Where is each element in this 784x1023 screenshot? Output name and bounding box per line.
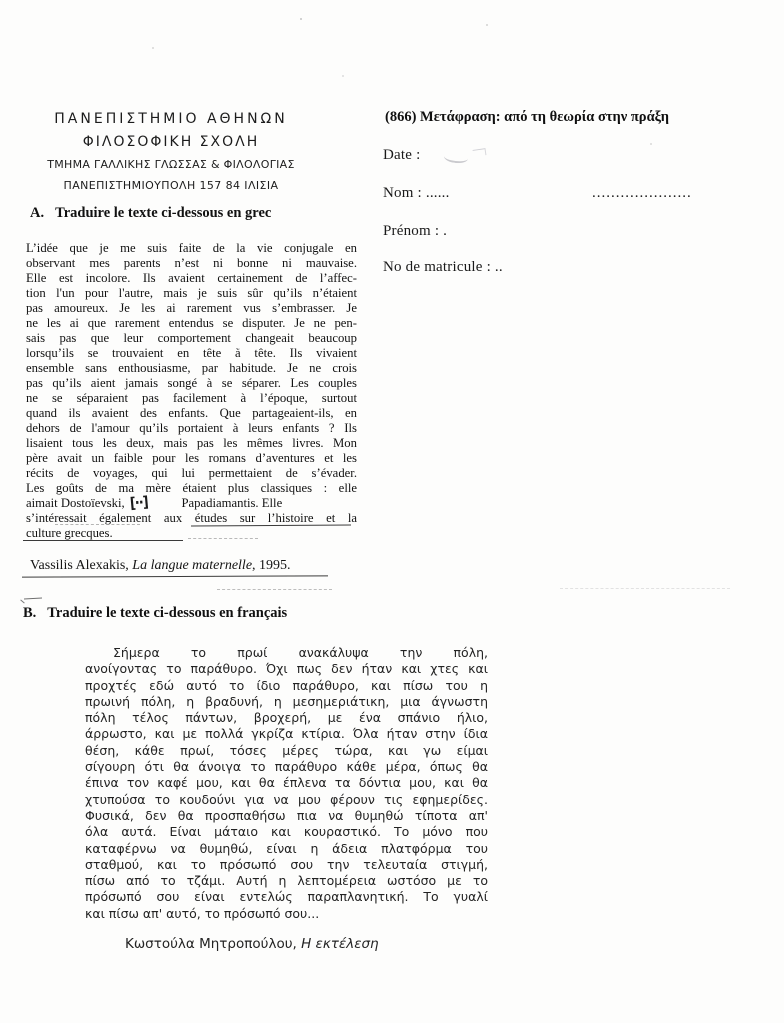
hand-mark-dash bbox=[24, 598, 42, 600]
source-citation-french bbox=[30, 558, 291, 574]
hand-underline-dashed bbox=[55, 524, 140, 525]
text-line: s’intéressait également aux études sur l’histoire et la bbox=[26, 511, 357, 525]
text-segment: Papadiamantis. Elle bbox=[181, 496, 283, 510]
citation-work-title: Η εκτέλεση bbox=[301, 936, 379, 952]
text-line: ensemble sans enthousiasme, par habitude. Je ne crois bbox=[26, 361, 357, 375]
matricule-field-label: No de matricule : .. bbox=[383, 259, 503, 275]
section-b-instruction: Traduire le texte ci-dessous en français bbox=[47, 605, 288, 621]
text-line bbox=[26, 496, 357, 511]
date-handwriting-smudge bbox=[473, 148, 487, 157]
hand-mark-tick bbox=[20, 600, 24, 604]
text-line: πίσω από το τζάμι. Αυτή η λεπτομέρεια ωστόσο με το bbox=[85, 873, 488, 889]
text-line: χτυπούσα το κουδούνι για να μου φέρουν τις εφημερίδες. bbox=[85, 791, 488, 807]
text-line: dehors de l'amour qu’ils portaient à leurs enfants ? Ils bbox=[26, 421, 357, 435]
text-line: L’idée que je me suis faite de la vie conjugale en bbox=[26, 241, 357, 255]
citation-work-title: La langue maternelle bbox=[132, 558, 253, 573]
exam-code-title: (866) Μετάφραση: από τη θεωρία στην πράξη bbox=[385, 109, 670, 125]
text-line: θέση, κάθε πρωί, τόσες μέρες τώρα, και γω είμαι bbox=[85, 742, 488, 758]
citation-year: , 1995. bbox=[252, 558, 291, 573]
university-name: ΠΑΝΕΠΙΣΤΗΜΙΟ ΑΘΗΝΩΝ bbox=[54, 111, 288, 127]
french-passage bbox=[26, 241, 357, 541]
section-a-instruction: Traduire le texte ci-dessous en grec bbox=[55, 205, 272, 221]
text-line: ανοίγοντας το παράθυρο. Όχι πως δεν ήταν και χτες και bbox=[85, 661, 488, 677]
text-line: quand ils avaient des enfants. Que partageaient-ils, en bbox=[26, 406, 357, 420]
text-line: άρρωστο, και με πολλά γκρίζα κτίρια. Όλα ήταν στην ίδια bbox=[85, 726, 488, 742]
text-line: récits de voyages, qui lui permettaient de s’évader. bbox=[26, 466, 357, 480]
hand-underline bbox=[22, 575, 328, 577]
hand-underline-dashed bbox=[217, 589, 332, 590]
section-b-label: B. bbox=[23, 605, 37, 621]
handwritten-censor-mark: [··] bbox=[128, 494, 149, 513]
text-line: ne les ai que rarement entendus se disputer. Je ne pen- bbox=[26, 316, 357, 330]
campus-address: ΠΑΝΕΠΙΣΤΗΜΙΟΥΠΟΛΗ 157 84 ΙΛΙΣΙΑ bbox=[63, 179, 279, 192]
hand-underline bbox=[23, 540, 183, 541]
text-line: observant mes parents n’est ni bonne ni mauvaise. bbox=[26, 256, 357, 270]
hand-underline-dashed bbox=[188, 538, 258, 539]
text-line: και πίσω απ' αυτό, το πρόσωπό σου... bbox=[85, 905, 320, 921]
scan-artifact-line bbox=[560, 588, 730, 589]
text-line: pas amoureux. Je les ai rarement vus s’embrasser. Je bbox=[26, 301, 357, 315]
source-citation-greek bbox=[125, 936, 379, 952]
scan-speck bbox=[300, 18, 302, 20]
section-a-label: A. bbox=[30, 205, 45, 221]
greek-passage bbox=[85, 645, 488, 922]
text-line: προχτές εδώ αυτό το ίδιο παράθυρο, και πίσω του η bbox=[85, 677, 488, 693]
text-line: père avait un faible pour les romans d’aventures et les bbox=[26, 451, 357, 465]
text-line: σίγουρη ότι θα άνοιγα το παράθυρο κάθε μέρα, όπως θα bbox=[85, 759, 488, 775]
faculty-name: ΦΙΛΟΣΟΦΙΚΗ ΣΧΟΛΗ bbox=[82, 134, 260, 150]
text-line: έπινα τον καφέ μου, και θα έπλενα τα δόντια μου, και θα bbox=[85, 775, 488, 791]
text-line: πρωινή πόλη, η βραδυνή, η μεσημεριάτικη, μια άγνωστη bbox=[85, 693, 488, 709]
section-b-heading bbox=[23, 605, 287, 622]
text-segment: aimait Dostoïevski, bbox=[26, 496, 125, 510]
text-line: lorsqu’ils se trouvaient en tête à tête. Ils vivaient bbox=[26, 346, 357, 360]
text-line: Σήμερα το πρωί ανακάλυψα την πόλη, bbox=[113, 645, 488, 660]
text-line: ne se séparaient pas facilement à l’époque, surtout bbox=[26, 391, 357, 405]
text-line: καταφέρνω να θυμηθώ, είναι η άδεια πλατφόρμα του bbox=[85, 840, 488, 856]
text-line: tion l'un pour l'autre, mais je suis sûr qu’ils n’étaient bbox=[26, 286, 357, 300]
text-line: Φυσικά, δεν θα προσπαθήσω πια να θυμηθώ τίποτα απ' bbox=[85, 807, 488, 823]
nom-field-label: Nom : ...... bbox=[383, 185, 450, 201]
section-a-heading bbox=[30, 205, 271, 222]
text-line: σταθμού, και το πρόσωπό σου την τελευταία στιγμή, bbox=[85, 856, 488, 872]
nom-dotted-line: ..................... bbox=[592, 185, 692, 201]
text-line: Elle est incolore. Ils avaient certainement de l’affec- bbox=[26, 271, 357, 285]
citation-author: Vassilis Alexakis, bbox=[30, 558, 133, 573]
text-line: Les goûts de ma mère étaient plus classiques : elle bbox=[26, 481, 357, 495]
text-line: όλα αυτά. Είναι μάταιο και κουραστικό. Το μόνο που bbox=[85, 824, 488, 840]
department-name: ΤΜΗΜΑ ΓΑΛΛΙΚΗΣ ΓΛΩΣΣΑΣ & ΦΙΛΟΛΟΓΙΑΣ bbox=[47, 158, 295, 171]
text-line: pas qu’ils aient jamais songé à se séparer. Les couples bbox=[26, 376, 357, 390]
text-line: πόλη τέλος πάντων, βροχερή, με ένα σπάνιο ήλιο, bbox=[85, 710, 488, 726]
citation-author: Κωστούλα Μητροπούλου, bbox=[125, 936, 302, 952]
text-line: culture grecques. bbox=[26, 526, 113, 540]
text-line: πρόσωπό σου είναι εντελώς παραπλανητική. Το γυαλί bbox=[85, 889, 488, 905]
text-line: lisaient tous les deux, mais pas les mêmes livres. Mon bbox=[26, 436, 357, 450]
date-handwriting-smudge bbox=[443, 151, 468, 164]
date-field-label: Date : bbox=[383, 147, 421, 163]
prenom-field-label: Prénom : . bbox=[383, 223, 448, 239]
text-line: sais pas que leur comportement changeait beaucoup bbox=[26, 331, 357, 345]
